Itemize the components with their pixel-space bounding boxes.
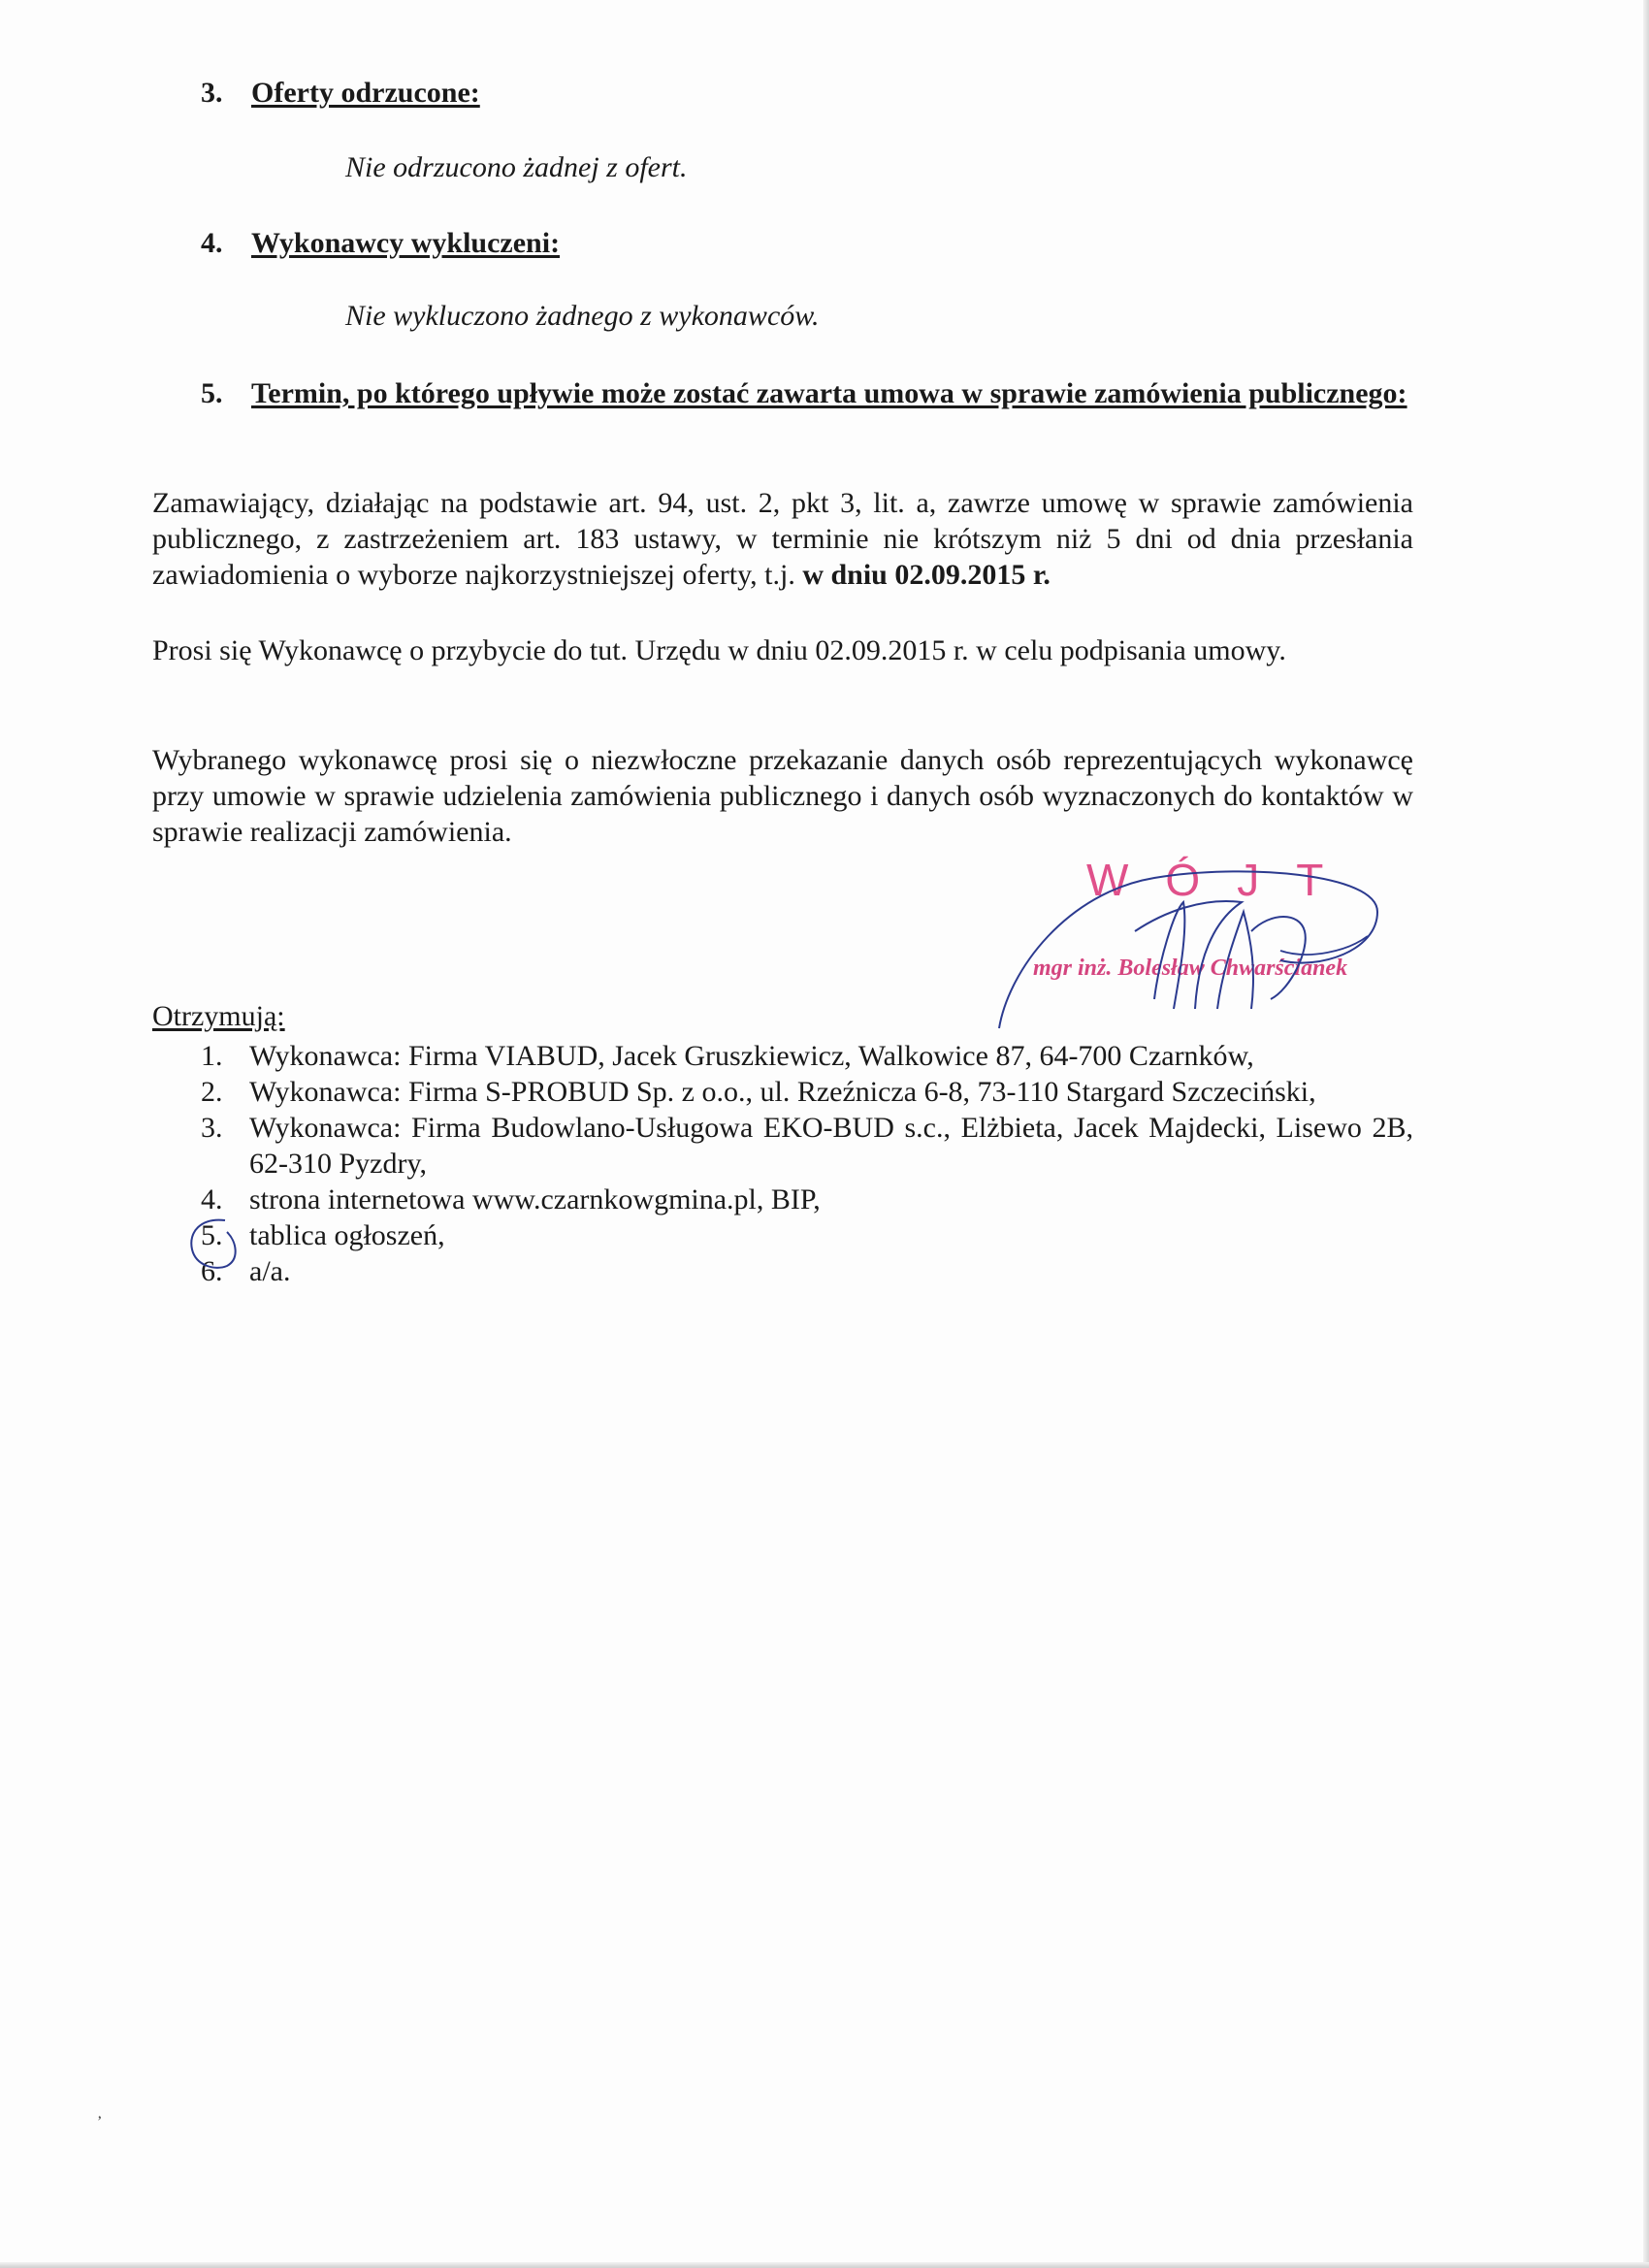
list-item bbox=[201, 1217, 1413, 1253]
list-item-number: 2. bbox=[201, 1076, 223, 1108]
paragraph-text: Zamawiający, działając na podstawie art. 94, ust. 2, pkt 3, lit. a, zawrze umowę w sprawie zamówienia publicznego, z zastrzeżeniem art. 183 ustawy, w terminie nie krótszym niż 5 dni od dnia przesłania zawiadomienia o wyborze najkorzystniejszej oferty, t.j. bbox=[152, 487, 1413, 591]
list-item-number: 5. bbox=[201, 1219, 223, 1251]
section-number: 4. bbox=[201, 227, 223, 259]
section-title: Wykonawcy wykluczeni: bbox=[251, 227, 561, 259]
recipients-label: Otrzymują: bbox=[152, 1000, 285, 1032]
section-number: 5. bbox=[201, 377, 223, 409]
section-note-4: Nie wykluczono żadnego z wykonawców. bbox=[345, 300, 820, 332]
list-item-text: a/a. bbox=[249, 1255, 291, 1287]
list-item-text: strona internetowa www.czarnkowgmina.pl, BIP, bbox=[249, 1183, 821, 1215]
list-item bbox=[201, 1038, 1413, 1074]
paragraph-invitation: Prosi się Wykonawcę o przybycie do tut. Urzędu w dniu 02.09.2015 r. w celu podpisania umowy. bbox=[152, 634, 1286, 666]
list-item bbox=[201, 1074, 1413, 1110]
paragraph-contract-term bbox=[152, 485, 1413, 593]
list-item-number: 3. bbox=[201, 1112, 223, 1144]
section-note-3: Nie odrzucono żadnej z ofert. bbox=[345, 151, 688, 183]
list-item-text: tablica ogłoszeń, bbox=[249, 1219, 445, 1251]
list-item-text: Wykonawca: Firma VIABUD, Jacek Gruszkiewicz, Walkowice 87, 64-700 Czarnków, bbox=[249, 1040, 1254, 1072]
stamp-title: WÓJT bbox=[1086, 855, 1361, 905]
list-item bbox=[201, 1253, 1413, 1289]
list-item-number: 6. bbox=[201, 1255, 223, 1287]
section-title: Termin, po którego upływie może zostać zawarta umowa w sprawie zamówienia publicznego: bbox=[251, 377, 1407, 409]
stamp-name: mgr inż. Bolesław Chwarścianek bbox=[1033, 956, 1348, 981]
list-item-number: 1. bbox=[201, 1040, 223, 1072]
list-item-number: 4. bbox=[201, 1183, 223, 1215]
scan-edge-right bbox=[1643, 0, 1649, 2268]
recipients-list bbox=[201, 1038, 1413, 1289]
list-item bbox=[201, 1182, 1413, 1217]
list-item-text: Wykonawca: Firma Budowlano-Usługowa EKO-BUD s.c., Elżbieta, Jacek Majdecki, Lisewo 2B, 62-310 Pyzdry, bbox=[249, 1112, 1413, 1180]
list-item bbox=[201, 1110, 1413, 1182]
paragraph-date-bold: w dniu 02.09.2015 r. bbox=[802, 559, 1051, 591]
handwritten-signature bbox=[989, 854, 1416, 1048]
official-stamp bbox=[989, 854, 1416, 1048]
section-title: Oferty odrzucone: bbox=[251, 77, 480, 109]
scan-edge-bottom bbox=[0, 2262, 1649, 2268]
list-item-text: Wykonawca: Firma S-PROBUD Sp. z o.o., ul. Rzeźnicza 6-8, 73-110 Stargard Szczeciński, bbox=[249, 1076, 1316, 1108]
pen-circle-mark bbox=[186, 1213, 244, 1280]
paragraph-representatives: Wybranego wykonawcę prosi się o niezwłoczne przekazanie danych osób reprezentujących wykonawcę przy umowie w sprawie udzielenia zamówienia publicznego i danych osób wyznaczonych do kontaktów w sprawie realizacji zamówienia. bbox=[152, 744, 1413, 848]
section-number: 3. bbox=[201, 77, 223, 109]
scan-speck: ‚ bbox=[97, 2105, 103, 2122]
